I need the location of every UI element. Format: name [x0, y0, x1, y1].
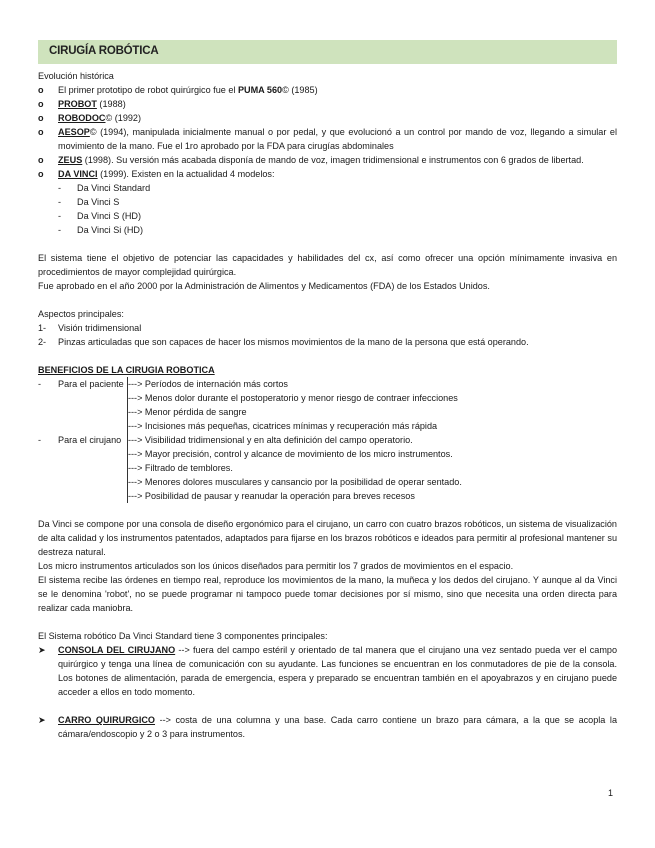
component-item: ➤ CARRO QUIRURGICO --> costa de una columna y una base. Cada carro contiene un brazo para cámara, a la que se acopla la cámara/endoscopio y 2 o 3 para instrumentos.: [38, 715, 617, 739]
history-item: o PROBOT (1988): [38, 97, 617, 111]
davinci-models-list: [38, 181, 617, 237]
benefit-item: ---> Menos dolor durante el postoperatorio y menor riesgo de contraer infecciones: [128, 393, 458, 403]
history-list: [38, 83, 617, 181]
history-item: o AESOP© (1994), manipulada inicialmente manual o por pedal, y que evolucionó a un control por mando de voz, llegando a simular el movimiento de la mano. Fue el 1ro aprobado por la FDA para cirugías abdominales: [38, 125, 617, 153]
arrow-bullet-icon: ➤: [38, 715, 46, 725]
benefits-patient-label: Para el paciente: [58, 379, 124, 389]
benefits-heading: BENEFICIOS DE LA CIRUGIA ROBOTICA: [38, 365, 215, 375]
benefit-item: ---> Menor pérdida de sangre: [128, 407, 247, 417]
micro-instruments-paragraph: Los micro instrumentos articulados son los únicos diseñados para permitir los 7 grados de movimientos en el espacio.: [38, 561, 514, 571]
arrow-bullet-icon: ➤: [38, 645, 46, 655]
components-list: [38, 643, 617, 741]
benefits-surgeon-label: Para el cirujano: [58, 435, 122, 445]
model-item: - Da Vinci S (HD): [38, 209, 617, 223]
model-item: - Da Vinci Standard: [38, 181, 617, 195]
page-number: 1: [608, 788, 614, 798]
objective-paragraph: El sistema tiene el objetivo de potenciar las capacidades y habilidades del cx, así como ofrecer una opción mínimamente invasiva en procedimientos de mayor complejidad quirúrgica.: [38, 253, 617, 277]
history-item: o ROBODOC© (1992): [38, 111, 617, 125]
aspect-item: 2- Pinzas articuladas que son capaces de hacer los mismos movimientos de la mano de la persona que está operando.: [38, 337, 529, 347]
component-item: ➤ CONSOLA DEL CIRUJANO --> fuera del campo estéril y orientado de tal manera que el cirujano una vez sentado pueda ver el campo quirúrgico y tenga una línea de comunicación con su ayudante. Las funciones se encuentran en los conmutadores de pie de la consola. Los botones de alimentación, parada de emergencia, espera y preparado se encuentran también en el apoyabrazos y en cirujano puede acceder a ellos en todo momento.: [38, 645, 618, 697]
benefit-item: ---> Filtrado de temblores.: [128, 463, 233, 473]
page-title: CIRUGÍA ROBÓTICA: [38, 40, 617, 64]
orders-paragraph: El sistema recibe las órdenes en tiempo real, reproduce los movimientos de la mano, la muñeca y los dedos del cirujano. Y aunque al da Vinci se le denomina 'robot', no se puede programar ni tampoco puede tomar decisiones por sí mismo, sino que necesita una orden directa para realizar cada maniobra.: [38, 575, 617, 613]
history-item: o DA VINCI (1999). Existen en la actualidad 4 modelos:: [38, 167, 617, 181]
benefit-item: ---> Visibilidad tridimensional y en alta definición del campo operatorio.: [128, 435, 413, 445]
components-heading: El Sistema robótico Da Vinci Standard tiene 3 componentes principales:: [38, 631, 328, 641]
davinci-paragraph: Da Vinci se compone por una consola de diseño ergonómico para el cirujano, un carro con cuatro brazos robóticos, un sistema de visualización de alta calidad y los instrumentos patentados, adaptados para fijarse en los brazos robóticos e ideados para permitir al profesional mantener su destreza natural.: [38, 519, 617, 557]
benefit-item: ---> Menores dolores musculares y cansancio por la posibilidad de operar sentado.: [128, 477, 462, 487]
model-item: - Da Vinci Si (HD): [38, 223, 617, 237]
document-page: [38, 40, 617, 741]
aspects-heading: Aspectos principales:: [38, 309, 124, 319]
benefit-item: ---> Posibilidad de pausar y reanudar la operación para breves recesos: [128, 491, 415, 501]
benefit-item: ---> Mayor precisión, control y alcance de movimiento de los micro instrumentos.: [128, 449, 453, 459]
benefits-patient-group: - Para el paciente ---> Períodos de internación más cortos ---> Menos dolor durante el postoperatorio y menor riesgo de contraer infecciones ---> Menor pérdida de sangre ---> Incisiones más pequeñas, cicatrices mínimas y recuperación más rápida: [38, 377, 617, 433]
history-item: o El primer prototipo de robot quirúrgico fue el PUMA 560© (1985): [38, 83, 617, 97]
fda-paragraph: Fue aprobado en el año 2000 por la Administración de Alimentos y Medicamentos (FDA) de los Estados Unidos.: [38, 281, 490, 291]
benefit-item: ---> Períodos de internación más cortos: [128, 379, 288, 389]
benefit-item: ---> Incisiones más pequeñas, cicatrices mínimas y recuperación más rápida: [128, 421, 438, 431]
history-heading: Evolución histórica: [38, 71, 114, 81]
benefits-surgeon-group: - Para el cirujano ---> Visibilidad tridimensional y en alta definición del campo operatorio. ---> Mayor precisión, control y alcance de movimiento de los micro instrumentos. ---> Filtrado de temblores. ---> Menores dolores musculares y cansancio por la posibilidad de operar sentado. ---> Posibilidad de pausar y reanudar la operación para breves recesos: [38, 433, 617, 503]
history-item: o ZEUS (1998). Su versión más acabada disponía de mando de voz, imagen tridimensional e instrumentos con 6 grados de libertad.: [38, 153, 617, 167]
aspects-list: [38, 321, 617, 349]
aspect-item: 1- Visión tridimensional: [38, 323, 142, 333]
model-item: - Da Vinci S: [38, 195, 617, 209]
